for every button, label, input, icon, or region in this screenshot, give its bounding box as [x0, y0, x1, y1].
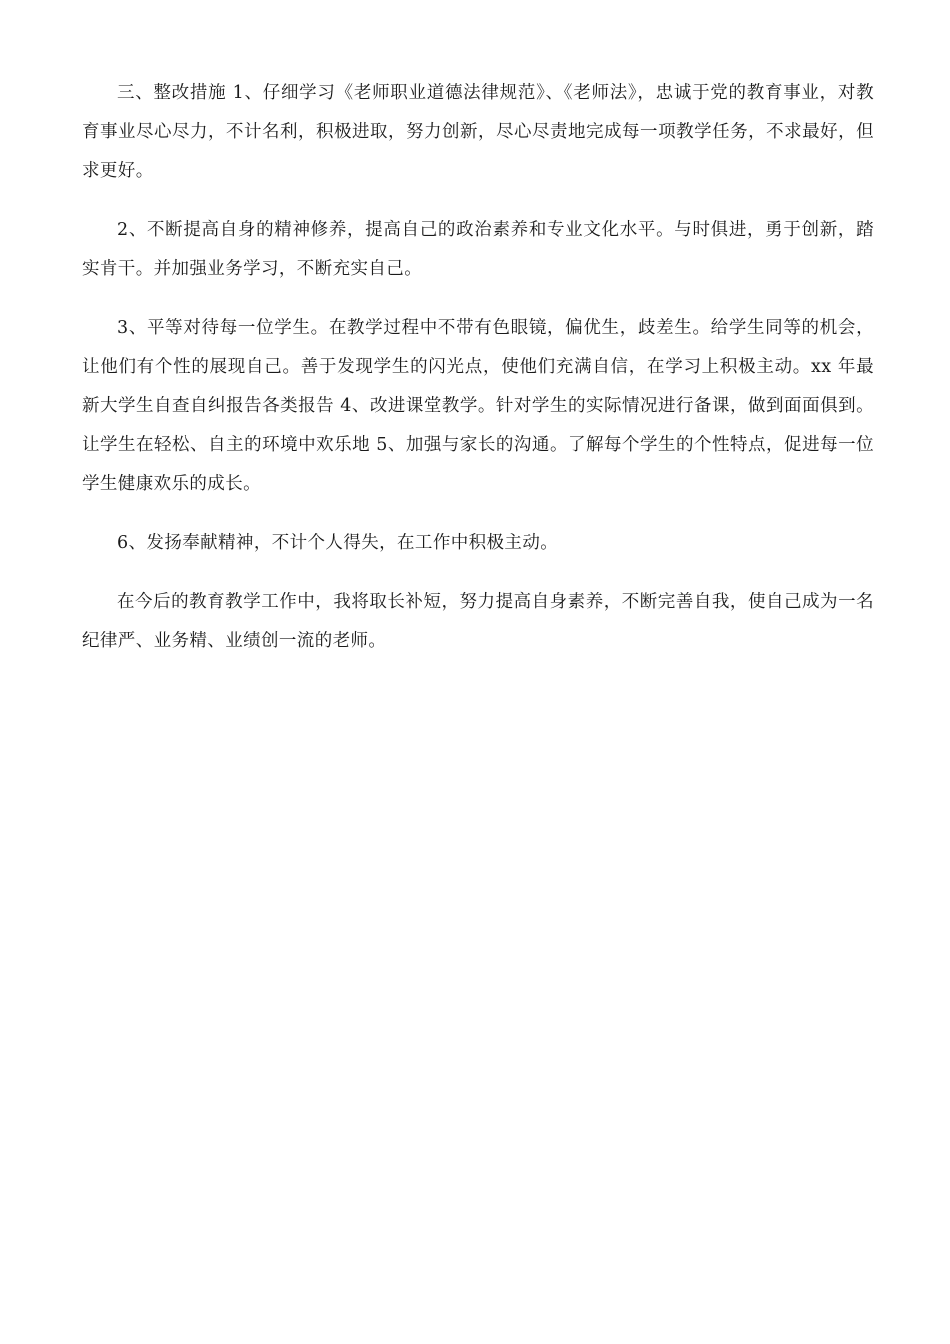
- paragraph-treat-students-equally: 3、平等对待每一位学生。在教学过程中不带有色眼镜，偏优生，歧差生。给学生同等的机会，让他们有个性的展现自己。善于发现学生的闪光点，使他们充满自信，在学习上积极主动。xx 年最新大学生自查自纠报告各类报告 4、改进课堂教学。针对学生的实际情况进行备课，做到面面俱到。让学生在轻松、自主的环境中欢乐地 5、加强与家长的沟通。了解每个学生的个性特点，促进每一位学生健康欢乐的成长。: [82, 318, 874, 494]
- document-body: [82, 74, 874, 681]
- paragraph-dedication: 6、发扬奉献精神，不计个人得失，在工作中积极主动。: [117, 533, 559, 553]
- paragraph-conclusion: 在今后的教育教学工作中，我将取长补短，努力提高自身素养，不断完善自我，使自己成为一名纪律严、业务精、业绩创一流的老师。: [82, 592, 874, 651]
- paragraph-self-cultivation: 2、不断提高自身的精神修养，提高自己的政治素养和专业文化水平。与时俱进，勇于创新，踏实肯干。并加强业务学习，不断充实自己。: [82, 220, 874, 279]
- paragraph-rectification-measures: 三、整改措施 1、仔细学习《老师职业道德法律规范》、《老师法》，忠诚于党的教育事业，对教育事业尽心尽力，不计名利，积极进取，努力创新，尽心尽责地完成每一项教学任务，不求最好，但求更好。: [82, 83, 874, 181]
